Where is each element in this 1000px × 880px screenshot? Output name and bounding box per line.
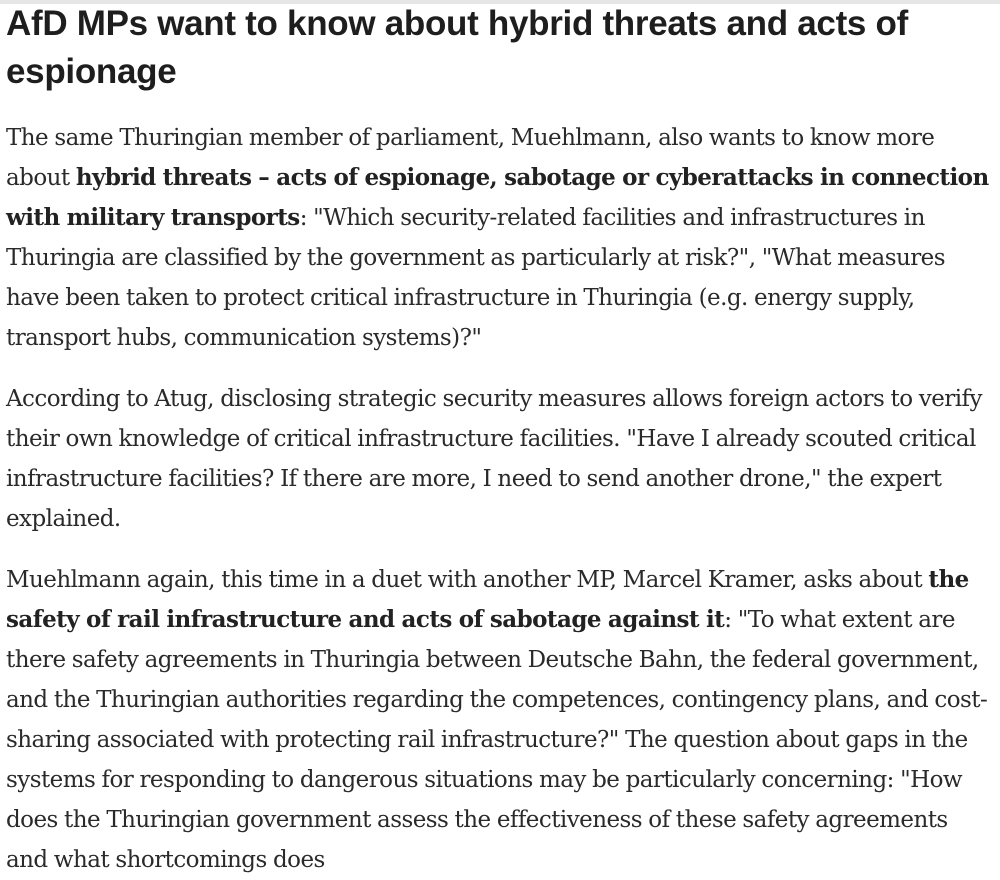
paragraph-atug-quote: [6, 379, 994, 539]
paragraph-text: Muehlmann again, this time in a duet with another MP, Marcel Kramer, asks about: [6, 567, 929, 593]
paragraph-hybrid-threats: [6, 118, 994, 358]
paragraph-emphasis: the safety of rail infrastructure and acts of sabotage against it: [6, 566, 969, 633]
article-headline: AfD MPs want to know about hybrid threats and acts of espionage: [6, 4, 908, 91]
paragraph-text: : "Which security-related facilities and infrastructures in Thuringia are classified by the government as particularly at risk?", "What measures have been taken to protect critical infrastructure in Thuringia (e.g. energy supply, transport hubs, communication systems)?": [6, 205, 945, 351]
paragraph-rail-infrastructure: [6, 560, 994, 880]
paragraph-text: The same Thuringian member of parliament, Muehlmann, also wants to know more about: [6, 125, 935, 191]
paragraph-text: : "To what extent are there safety agreements in Thuringia between Deutsche Bahn, the federal government, and the Thuringian authorities regarding the competences, contingency plans, and cost-sharing associated with protecting rail infrastructure?" The question about gaps in the systems for responding to dangerous situations may be particularly concerning: "How does the Thuringian government assess the effectiveness of these safety agreements and what shortcomings does: [6, 607, 988, 873]
paragraph-emphasis: hybrid threats – acts of espionage, sabotage or cyberattacks in connection with military transports: [6, 164, 989, 231]
paragraph-text: According to Atug, disclosing strategic security measures allows foreign actors to verify their own knowledge of critical infrastructure facilities. "Have I already scouted critical infrastructure facilities? If there are more, I need to send another drone," the expert explained.: [6, 386, 982, 532]
article: [6, 0, 994, 880]
